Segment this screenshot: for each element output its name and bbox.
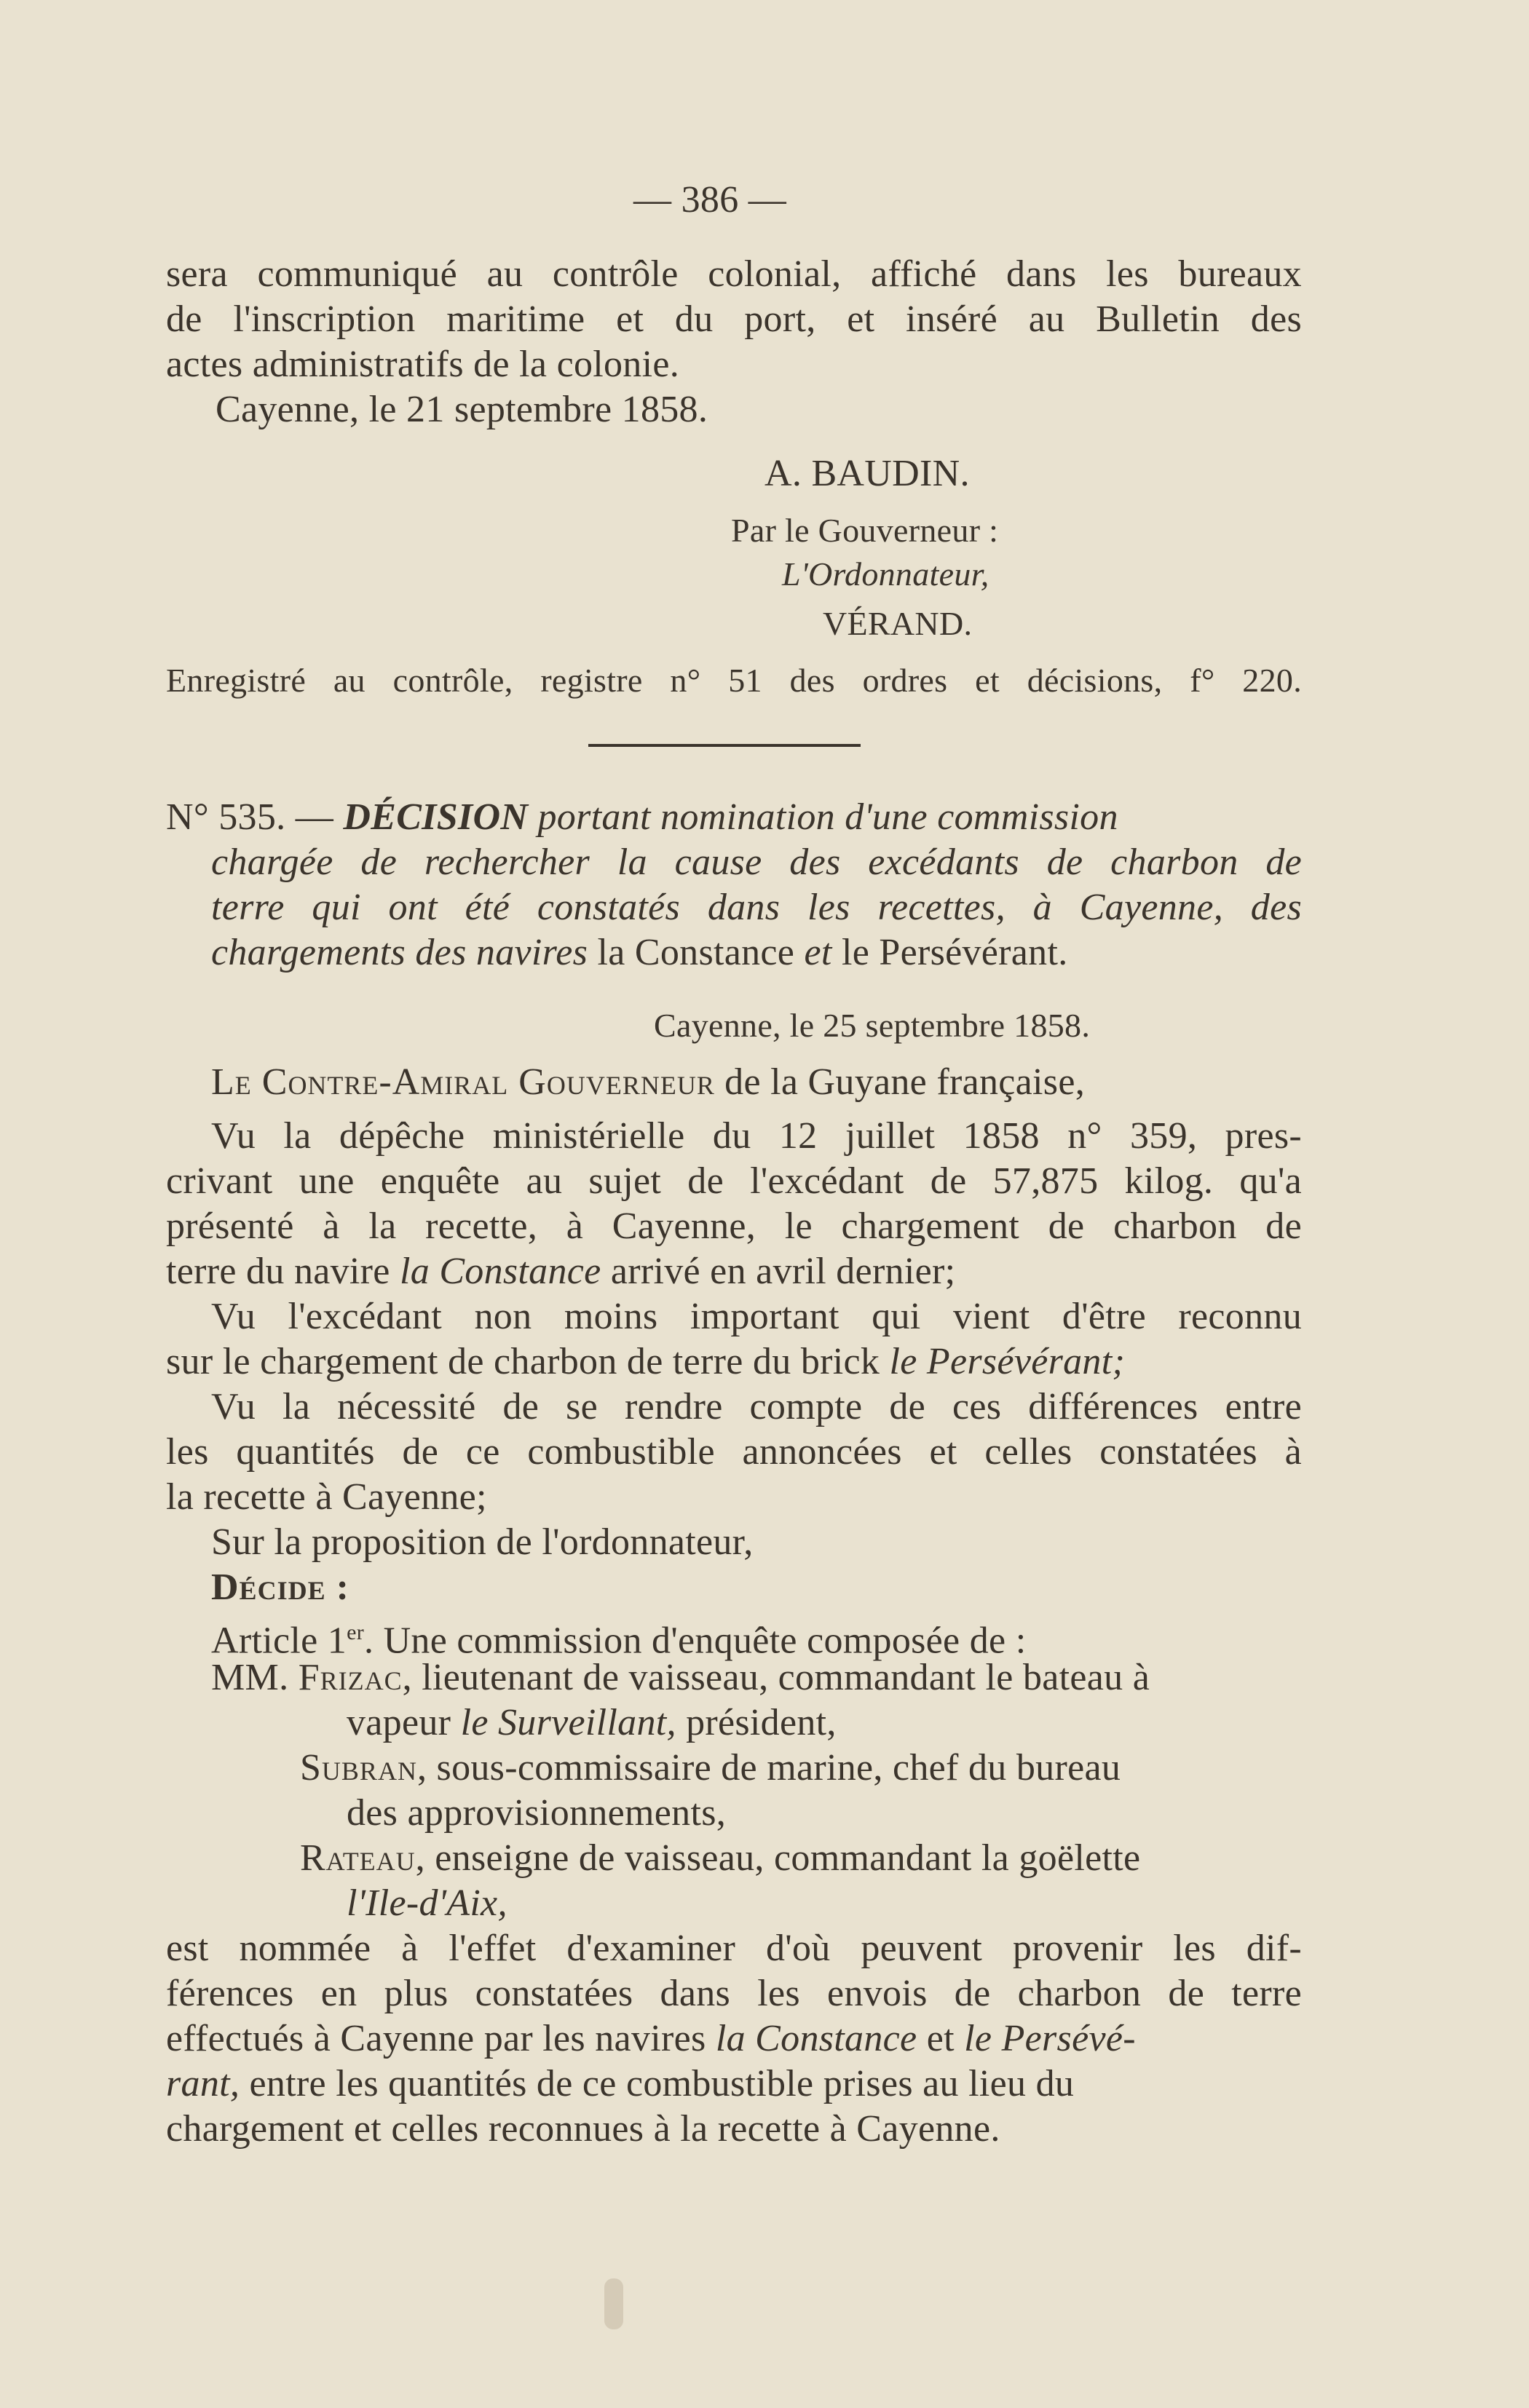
- member-subran-line-2: des approvisionnements,: [347, 1792, 727, 1834]
- decision-word: DÉCISION: [343, 796, 529, 838]
- final-line-1: est nommée à l'effet d'examiner d'où peuvent provenir les dif-: [166, 1928, 1302, 1969]
- member-frizac-line-1: MM. Frizac , lieutenant de vaisseau, commandant le bateau à: [211, 1657, 1150, 1698]
- decision-title-line-4: chargements des navires la Constance et le Persévérant.: [211, 932, 1068, 973]
- member-rateau-line-1: Rateau, enseigne de vaisseau, commandant la goëlette: [300, 1837, 1141, 1879]
- par-le-gouverneur: Par le Gouverneur :: [731, 512, 999, 549]
- vu1-line-2: crivant une enquête au sujet de l'excédant de 57,875 kilog. qu'a: [166, 1160, 1302, 1202]
- vu1-line-4: terre du navire la Constance arrivé en avril dernier;: [166, 1251, 956, 1292]
- member-subran-line-1: Subran, sous-commissaire de marine, chef du bureau: [300, 1747, 1121, 1789]
- final-line-5: chargement et celles reconnues à la recette à Cayenne.: [166, 2108, 1000, 2150]
- proposition-line: Sur la proposition de l'ordonnateur,: [211, 1521, 754, 1563]
- final-line-3: effectués à Cayenne par les navires la Constance et le Persévé-: [166, 2018, 1136, 2059]
- vu1-line-1: Vu la dépêche ministérielle du 12 juillet 1858 n° 359, pres-: [211, 1115, 1302, 1157]
- signature: A. BAUDIN.: [764, 453, 970, 494]
- decision-title-line-1: N° 535. — DÉCISION portant nomination d'une commission: [166, 796, 1118, 838]
- vu1-line-3: présenté à la recette, à Cayenne, le chargement de charbon de: [166, 1205, 1302, 1247]
- registration-line: Enregistré au contrôle, registre n° 51 des ordres et décisions, f° 220.: [166, 662, 1302, 699]
- vu2-line-1: Vu l'excédant non moins important qui vient d'être reconnu: [211, 1296, 1302, 1337]
- member-frizac-line-2: vapeur le Surveillant, président,: [347, 1702, 837, 1743]
- vu3-line-1: Vu la nécessité de se rendre compte de ces différences entre: [211, 1386, 1302, 1427]
- decide-heading: Décide :: [211, 1567, 349, 1608]
- member-rateau-line-2: l'Ile-d'Aix,: [347, 1882, 507, 1924]
- vu3-line-3: la recette à Cayenne;: [166, 1476, 487, 1518]
- final-line-2: férences en plus constatées dans les envois de charbon de terre: [166, 1973, 1302, 2014]
- vu3-line-2: les quantités de ce combustible annoncées et celles constatées à: [166, 1431, 1302, 1473]
- page-number: — 386 —: [633, 179, 787, 221]
- place-date: Cayenne, le 21 septembre 1858.: [216, 389, 708, 430]
- intro-line-2: de l'inscription maritime et du port, et inséré au Bulletin des: [166, 298, 1302, 340]
- section-divider: [588, 744, 861, 747]
- article-1-line: Article 1er. Une commission d'enquête composée de :: [211, 1620, 1027, 1662]
- decision-number: N° 535.: [166, 796, 286, 838]
- final-line-4: rant, entre les quantités de ce combustible prises au lieu du: [166, 2063, 1075, 2104]
- decision-dateline: Cayenne, le 25 septembre 1858.: [654, 1007, 1091, 1044]
- decision-title-line-3: terre qui ont été constatés dans les recettes, à Cayenne, des: [211, 887, 1302, 928]
- intro-line-3: actes administratifs de la colonie.: [166, 344, 680, 385]
- decision-title-line-2: chargée de rechercher la cause des excédants de charbon de: [211, 841, 1302, 883]
- issuer-line: Le Contre-Amiral Gouverneur de la Guyane française,: [211, 1061, 1086, 1103]
- ordonnateur-name: VÉRAND.: [823, 605, 973, 642]
- ordonnateur-title: L'Ordonnateur,: [782, 555, 989, 593]
- vu2-line-2: sur le chargement de charbon de terre du brick le Persévérant;: [166, 1341, 1126, 1382]
- paper-stain: [604, 2278, 623, 2329]
- intro-line-1: sera communiqué au contrôle colonial, affiché dans les bureaux: [166, 253, 1302, 295]
